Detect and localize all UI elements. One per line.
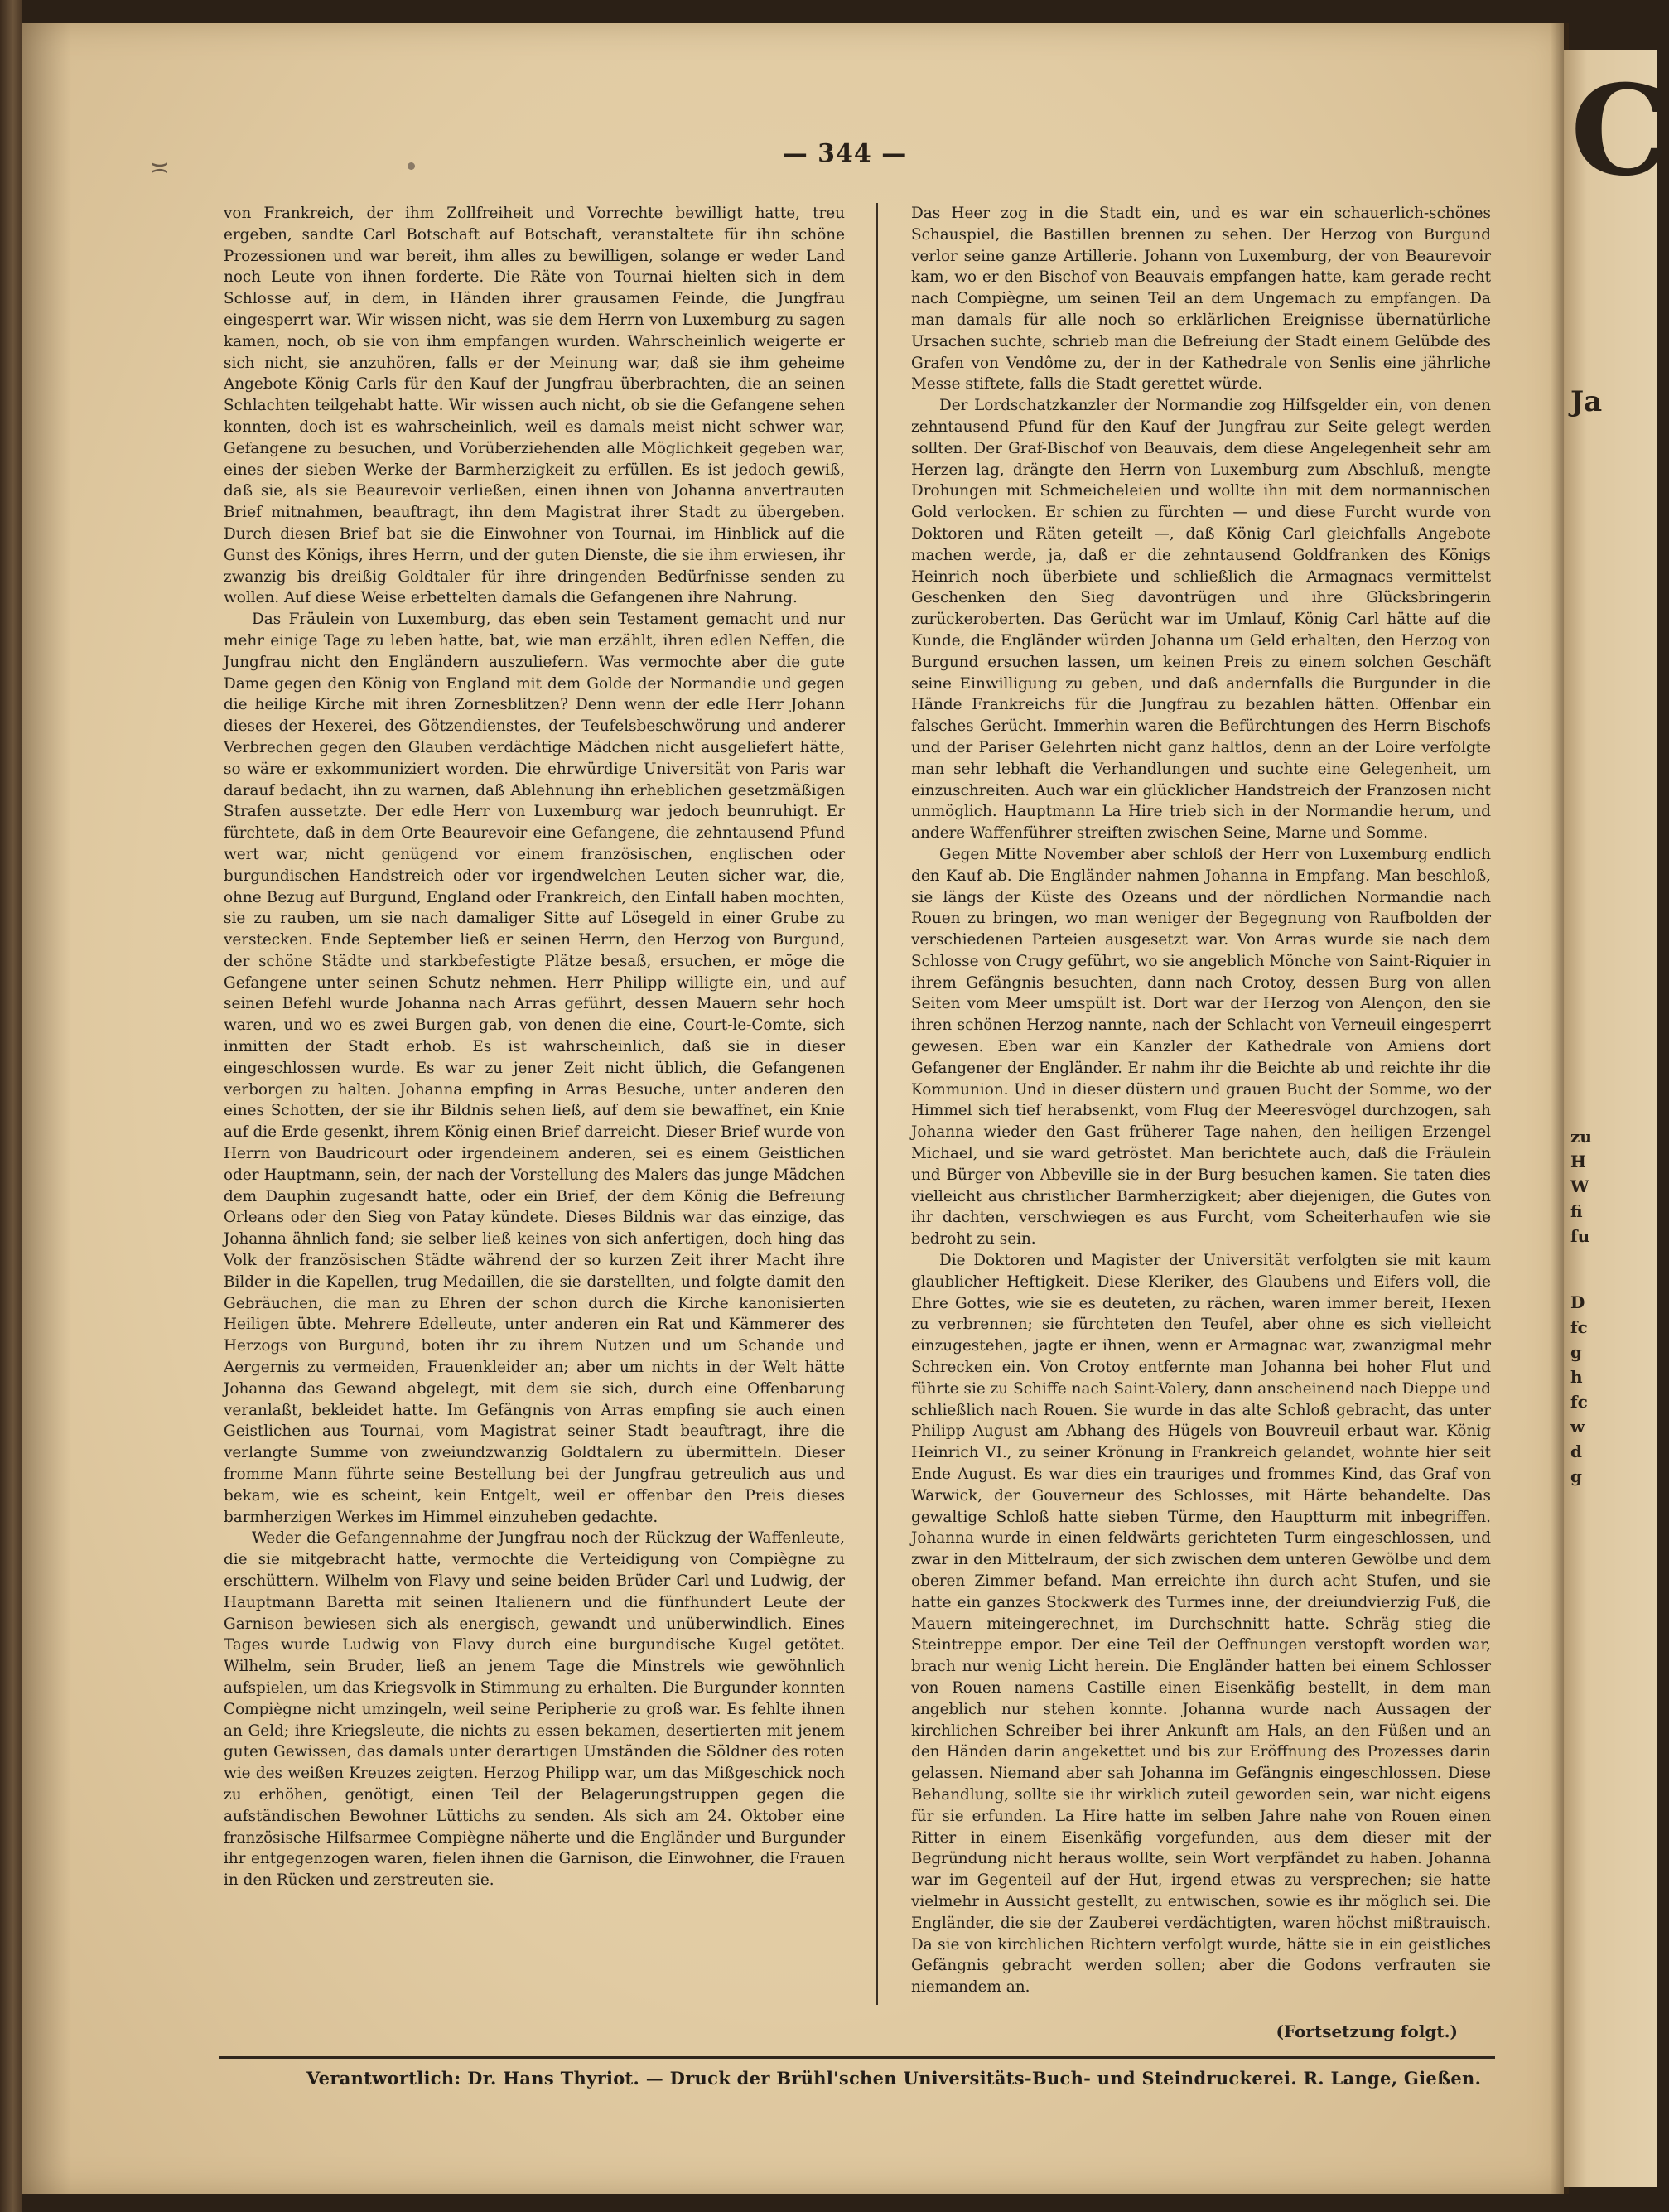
paragraph: Der Lordschatzkanzler der Normandie zog Hilfsgelder ein, von denen zehntausend Pfund für den Kauf der Jungfrau zur Seite gelegt werden sollten. Der Graf-Bischof von Beauvais, dem diese Angelegenheit sehr am Herzen lag, drängte den Herrn von Luxemburg zum Abschluß, mengte Drohungen mit Schmeicheleien und wollte ihn mit dem normannischen Gold verlocken. Er schien zu fürchten — und diese Furcht wurde von Doktoren und Räten geteilt —, daß König Carl gleichfalls Angebote machen werde, ja, daß er die zehntausend Goldfranken des Königs Heinrich noch überbiete und schließlich die Armagnacs vermittelst Geschenken den Sieg davontrügen und ihre Glücksbringerin zurückeroberten. Das Gerücht war im Umlauf, König Carl hätte auf die Kunde, die Engländer würden Johanna um Geld erhalten, den Herzog von Burgund ersuchen lassen, um keinen Preis zu einem solchen Geschäft seine Einwilligung zu geben, und daß andernfalls die Burgunder in die Hände Frankreichs für die Jungfrau zu bezahlen hätten. Offenbar ein falsches Gerücht. Immerhin waren die Befürchtungen des Herrn Bischofs und der Pariser Gelehrten nicht ganz haltlos, denn an der Loire verfolgte man sehr lebhaft die Verhandlungen und suchte eine Gelegenheit, um einzuschreiten. Auch war ein glücklicher Handstreich der Franzosen nicht unmöglich. Hauptmann La Hire trieb sich in der Normandie herum, und andere Waffenführer streiften zwischen Seine, Marne und Somme. <box>911 397 1491 843</box>
paragraph: Das Heer zog in die Stadt ein, und es war ein schauerlich-schönes Schauspiel, die Bastillen brennen zu sehen. Der Herzog von Burgund verlor seine ganze Artillerie. Johann von Luxemburg, der von Beaurevoir kam, wo er den Bischof von Beauvais empfangen hatte, kam gerade recht nach Compiègne, um seinen Teil an dem Ungemach zu empfangen. Da man damals für alle noch so erklärlichen Ereignisse übernatürliche Ursachen suchte, schrieb man die Befreiung der Stadt einem Gelübde des Grafen von Vendôme zu, der in der Kathedrale von Senlis eine jährliche Messe stiftete, falls die Stadt gerettet würde. <box>911 205 1491 394</box>
adjacent-page-fragment: H <box>1570 1152 1586 1171</box>
adjacent-page-fragment: h <box>1570 1367 1583 1387</box>
adjacent-page-fragment: zu <box>1570 1127 1592 1147</box>
adjacent-page-fragment: g <box>1570 1342 1582 1362</box>
adjacent-page-fragment: W <box>1570 1176 1589 1196</box>
adjacent-page-fragment: w <box>1570 1417 1585 1437</box>
adjacent-page-edge <box>1564 50 1669 2187</box>
paragraph: Gegen Mitte November aber schloß der Herr von Luxemburg endlich den Kauf ab. Die Engländer nahmen Johanna in Empfang. Man beschloß, sie längs der Küste des Ozeans und der nördlichen Normandie nach Rouen zu bringen, wo man weniger der Begegnung von Raufbolden der verschiedenen Parteien ausgesetzt war. Von Arras wurde sie nach dem Schlosse von Crugy geführt, wo sie angeblich Mönche von Saint-Riquier in ihrem Gefängnis besuchten, dann nach Crotoy, dessen Burg von allen Seiten vom Meer umspült ist. Dort war der Herzog von Alençon, den sie ihren schönen Herzog nannte, nach der Schlacht von Verneuil eingesperrt gewesen. Eben war ein Kanzler der Kathedrale von Amiens dort Gefangener der Engländer. Er nahm ihr die Beichte ab und reichte ihr die Kommunion. Und in dieser düstern und grauen Bucht der Somme, wo der Himmel sich tief herabsenkt, vom Flug der Meeresvögel durchzogen, sah Johanna wieder den Gast früherer Tage nahen, den heiligen Erzengel Michael, und sie ward getröstet. Man berichtete auch, daß die Fräulein und Bürger von Abbeville sie in der Burg besuchen kamen. Sie taten dies vielleicht aus christlicher Barmherzigkeit; aber diejenigen, die Gutes von ihr dachten, verschwiegen es aus Furcht, vom Scheiterhaufen wie sie bedroht zu sein. <box>911 845 1491 1248</box>
page-number: — 344 — <box>782 139 908 168</box>
corner-mark: ≍ <box>149 153 171 182</box>
adjacent-page-fragment: C <box>1570 58 1669 204</box>
paragraph: Weder die Gefangennahme der Jungfrau noch der Rückzug der Waffenleute, die sie mitgebracht hatte, vermochte die Verteidigung von Compiègne zu erschüttern. Wilhelm von Flavy und seine beiden Brüder Carl und Ludwig, der Hauptmann Baretta mit seinen Italienern und die fünfhundert Leute der Garnison bewiesen sich als energisch, gewandt und unüberwindlich. Eines Tages wurde Ludwig von Flavy durch eine burgundische Kugel getötet. Wilhelm, sein Bruder, ließ an jenem Tage die Minstrels wie gewöhnlich aufspielen, um das Kriegsvolk in Stimmung zu erhalten. Die Burgunder konnten Compiègne nicht umzingeln, weil seine Peripherie zu groß war. Es fehlte ihnen an Geld; ihre Kriegsleute, die nichts zu essen bekamen, desertierten mit jenem guten Gewissen, das damals unter derartigen Umständen die Söldner des roten wie des weißen Kreuzes zeigten. Herzog Philipp war, um das Mißgeschick noch zu erhöhen, genötigt, einen Teil der Belagerungstruppen gegen die aufständischen Bewohner Lüttichs zu senden. Als sich am 24. Oktober eine französische Hilfsarmee Compiègne näherte und die Engländer und Burgunder ihr entgegenzogen waren, fielen ihnen die Garnison, die Einwohner, die Frauen in den Rücken und zerstreuten sie. <box>224 1529 845 1890</box>
page-shadow-left <box>22 23 71 2194</box>
adjacent-page-fragment: Ja <box>1570 385 1603 418</box>
column-divider <box>876 203 878 2005</box>
ink-dot <box>408 162 415 170</box>
paragraph: Die Doktoren und Magister der Universität verfolgten sie mit kaum glaublicher Heftigkeit. Diese Kleriker, des Glaubens und Eifers voll, die Ehre Gottes, wie sie es deuteten, zu rächen, waren immer bereit, Hexen zu verbrennen; sie fürchteten den Teufel, aber ohne es sich vielleicht einzugestehen, jagte er ihnen, wenn er Armagnac war, zwanzigmal mehr Schrecken ein. Von Crotoy entfernte man Johanna bei hoher Flut und führte sie zu Schiffe nach Saint-Valery, dann anscheinend nach Dieppe und schließlich nach Rouen. Sie wurde in das alte Schloß gebracht, das unter Philipp August am Abhang des Hügels von Bouvreuil erbaut war. König Heinrich VI., zu seiner Krönung in Frankreich gelandet, wohnte hier seit Ende August. Es war dies ein trauriges und frommes Kind, das Graf von Warwick, der Gouverneur des Schlosses, mit Härte behandelte. Das gewaltige Schloß hatte sieben Türme, den Hauptturm mit inbegriffen. Johanna wurde in einen feldwärts gerichteten Turm eingeschlossen, und zwar in den Mittelraum, der sich zwischen dem unteren Gewölbe und dem oberen Zimmer befand. Man erreichte ihn durch acht Stufen, und sie hatte ein ganzes Stockwerk des Turmes inne, der dreiundvierzig Fuß, die Mauern miteingerechnet, im Durchschnitt hatte. Schräg stieg die Steintreppe empor. Der eine Teil der Oeffnungen verstopft worden war, brach nur wenig Licht herein. Die Engländer hatten bei einem Schlosser von Rouen namens Castille einen Eisenkäfig bestellt, in dem man angeblich nur stehen konnte. Johanna wurde nach Aussagen der kirchlichen Schreiber bei ihrer Ankunft am Hals, an den Füßen und an den Händen darin angekettet und bis zur Eröffnung des Prozesses darin gelassen. Niemand aber sah Johanna im Gefängnis eingeschlossen. Diese Behandlung, sollte sie ihr wirklich zuteil geworden sein, war nicht eigens für sie erfunden. La Hire hatte im selben Jahre nahe von Rouen einen Ritter in einem Eisenkäfig vorgefunden, aus dem dieser mit der Begründung nicht heraus wollte, sein Wort verpfändet zu haben. Johanna war im Gegenteil auf der Hut, irgend etwas zu versprechen; sie hatte vielmehr in Aussicht gestellt, zu entwischen, sowie es ihr möglich sei. Die Engländer, die sie der Zauberei verdächtigten, waren höchst mißtrauisch. Da sie von kirchlichen Richtern verfolgt wurde, hätte sie in ein geistliches Gefängnis gebracht werden sollen; aber die Godons verfrauten sie niemandem an. <box>911 1252 1491 1997</box>
adjacent-page-fragment: fu <box>1570 1226 1590 1246</box>
footer-rule <box>219 2056 1495 2059</box>
adjacent-page-fragment: fc <box>1570 1392 1588 1412</box>
text-column-left <box>224 203 845 2005</box>
adjacent-page-fragment: fc <box>1570 1317 1588 1337</box>
adjacent-page-fragment: d <box>1570 1442 1582 1461</box>
paragraph: Das Fräulein von Luxemburg, das eben sein Testament gemacht und nur mehr einige Tage zu leben hatte, bat, wie man erzählt, ihren edlen Neffen, die Jungfrau nicht den Engländern auszuliefern. Was vermochte aber die gute Dame gegen den König von England mit dem Golde der Normandie und gegen die heilige Kirche mit ihren Zornesblitzen? Denn wenn der edle Herr Johann dieses der Hexerei, des Götzendienstes, der Teufelsbeschwörung und anderer Verbrechen gegen den Glauben verdächtige Mädchen nicht ausgeliefert hätte, so wäre er exkommuniziert worden. Die ehrwürdige Universität von Paris war darauf bedacht, ihn zu warnen, daß Ablehnung ihn erheblichen gesetzmäßigen Strafen aussetzte. Der edle Herr von Luxemburg war jedoch beunruhigt. Er fürchtete, daß in dem Orte Beaurevoir eine Gefangene, die zehntausend Pfund wert war, nicht genügend vor einem französischen, englischen oder burgundischen Handstreich oder vor irgendwelchen Leuten sicher war, die, ohne Bezug auf Burgund, England oder Frankreich, den Einfall haben mochten, sie zu rauben, um sie nach damaliger Sitte auf Lösegeld in einer Grube zu verstecken. Ende September ließ er seinen Herrn, den Herzog von Burgund, der schöne Städte und starkbefestigte Plätze besaß, ersuchen, er möge die Gefangene unter seinen Schutz nehmen. Herr Philipp willigte ein, und auf seinen Befehl wurde Johanna nach Arras geführt, dessen Mauern sehr hoch waren, und wo es zwei Burgen gab, von denen die eine, Court-le-Comte, sich inmitten der Stadt erhob. Es ist wahrscheinlich, daß sie in dieser eingeschlossen wurde. Es war zu jener Zeit nicht üblich, die Gefangenen verborgen zu halten. Johanna empfing in Arras Besuche, unter anderen den eines Schotten, der sie ihr Bildnis sehen ließ, auf dem sie bewaffnet, ein Knie auf die Erde gesenkt, ihrem König einen Brief darreicht. Dieser Brief wurde von Herrn von Baudricourt oder irgendeinem anderen, sei es einem Geistlichen oder Hauptmann, sein, der nach der Vorstellung des Malers das junge Mädchen dem Dauphin zugesandt hatte, oder ein Brief, der dem König die Befreiung Orleans oder den Sieg von Patay kündete. Dieses Bildnis war das einzige, das Johanna ähnlich fand; sie selber ließ keines von sich anfertigen, doch hing das Volk der französischen Städte während der so kurzen Zeit ihrer Macht ihre Bilder in die Kapellen, trug Medaillen, die sie darstellten, und folgte damit den Gebräuchen, die man zu Ehren der schon durch die Kirche kanonisierten Heiligen übte. Mehrere Edelleute, unter anderen ein Rat und Kämmerer des Herzogs von Burgund, boten ihr zu ihrem Nutzen und um Schande und Aergernis zu vermeiden, Frauenkleider an; aber um nichts in der Welt hätte Johanna das Gewand abgelegt, mit dem sie sich, durch eine Offenbarung veranlaßt, bekleidet hatte. Im Gefängnis von Arras empfing sie auch einen Geistlichen aus Tournai, vom Magistrat seiner Stadt beauftragt, ihre die verlangte Summe von zweiundzwanzig Goldtalern zu übermitteln. Dieser fromme Mann führte seine Bestellung bei der Jungfrau getreulich aus und bekam, wie es scheint, kein Entgelt, weil er offenbar den Preis dieses barmherzigen Werkes im Himmel einzuheben gedachte. <box>224 611 845 1526</box>
imprint-footer: Verantwortlich: Dr. Hans Thyriot. — Druck der Brühl'schen Universitäts-Buch- und Steindruckerei. R. Lange, Gießen. <box>306 2068 1482 2089</box>
adjacent-page-fragment: D <box>1570 1292 1585 1312</box>
paragraph: von Frankreich, der ihm Zollfreiheit und Vorrechte bewilligt hatte, treu ergeben, sandte Carl Botschaft auf Botschaft, veranstaltete für ihn schöne Prozessionen und war bereit, ihm alles zu bewilligen, solange er weder Land noch Leute von ihnen forderte. Die Räte von Tournai hielten sich in dem Schlosse auf, in dem, in Händen ihrer grausamen Feinde, die Jungfrau eingesperrt war. Wir wissen nicht, was sie dem Herrn von Luxemburg zu sagen kamen, noch, ob sie von ihm empfangen wurden. Wahrscheinlich weigerte er sich nicht, sie anzuhören, falls er der Meinung war, daß sie ihm geheime Angebote König Carls für den Kauf der Jungfrau überbrachten, die an seinen Schlachten teilgehabt hatte. Wir wissen auch nicht, ob sie die Gefangene sehen konnten, doch ist es wahrscheinlich, weil es damals meist nicht schwer war, Gefangene zu besuchen, und Vorüberziehenden alle Möglichkeit gegeben war, eines der sieben Werke der Barmherzigkeit zu erfüllen. Es ist jedoch gewiß, daß sie, als sie Beaurevoir verließen, einen ihnen von Johanna anvertrauten Brief mitnahmen, beauftragt, ihn dem Magistrat ihrer Stadt zu übergeben. Durch diesen Brief bat sie die Einwohner von Tournai, im Hinblick auf die Gunst des Königs, ihres Herrn, und der guten Dienste, die sie ihm erwiesen, ihr zwanzig bis dreißig Goldtaler für ihre dringenden Bedürfnisse senden zu wollen. Auf diese Weise erbettelten damals die Gefangenen ihre Nahrung. <box>224 205 845 607</box>
text-column-right <box>911 203 1491 2005</box>
book-binding <box>0 0 22 2212</box>
continuation-note: (Fortsetzung folgt.) <box>1276 2021 1458 2041</box>
adjacent-page-fragment: g <box>1570 1466 1582 1486</box>
adjacent-page-fragment: fi <box>1570 1201 1583 1221</box>
